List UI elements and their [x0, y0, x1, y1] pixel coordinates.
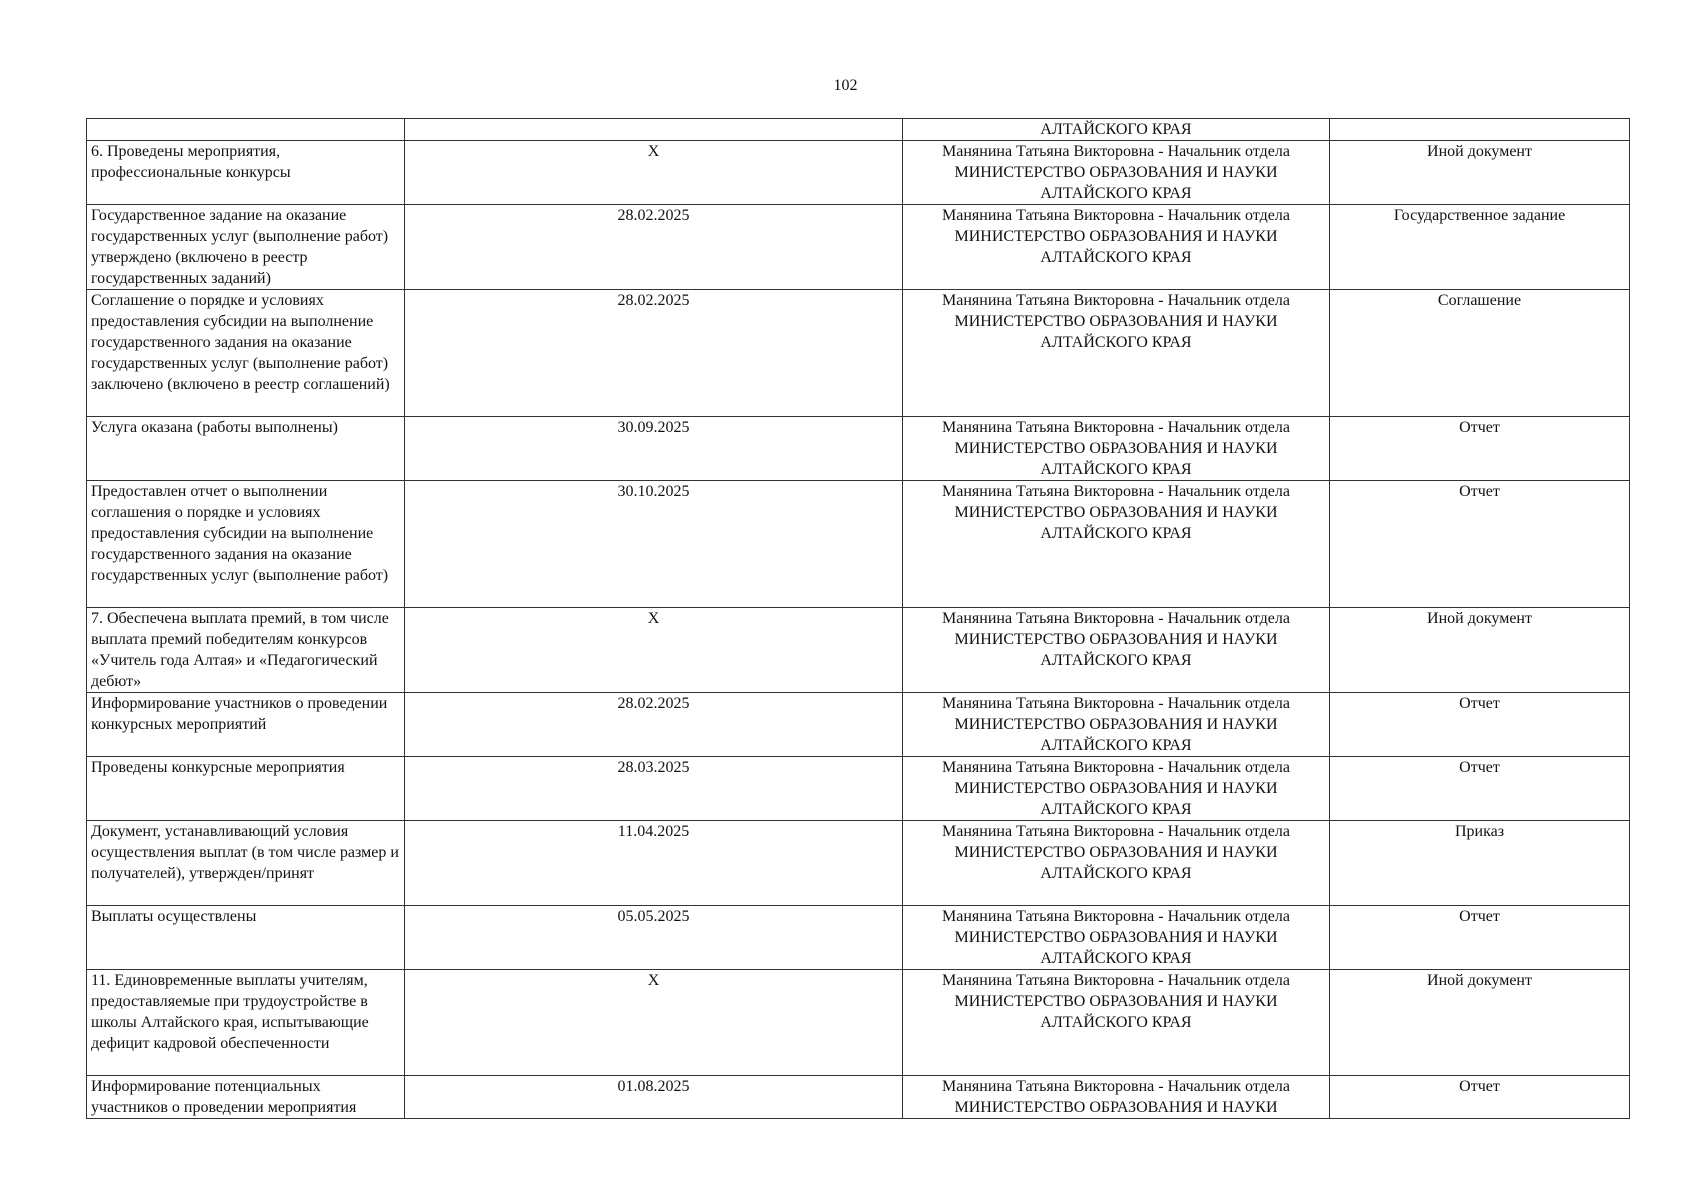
cell-event-name: 7. Обеспечена выплата премий, в том числе выплата премий победителям конкурсов «Учитель года Алтая» и «Педагогический дебют» — [87, 608, 405, 693]
cell-document-type: Отчет — [1330, 906, 1630, 970]
table-row — [87, 970, 1630, 1076]
cell-responsible: АЛТАЙСКОГО КРАЯ — [903, 119, 1330, 141]
cell-date: 01.08.2025 — [405, 1076, 903, 1119]
table-row — [87, 141, 1630, 205]
cell-responsible: Манянина Татьяна Викторовна - Начальник отдела МИНИСТЕРСТВО ОБРАЗОВАНИЯ И НАУКИ АЛТАЙСКОГО КРАЯ — [903, 693, 1330, 757]
cell-event-name: Услуга оказана (работы выполнены) — [87, 417, 405, 481]
plan-table — [86, 118, 1630, 1119]
cell-responsible: Манянина Татьяна Викторовна - Начальник отдела МИНИСТЕРСТВО ОБРАЗОВАНИЯ И НАУКИ АЛТАЙСКОГО КРАЯ — [903, 417, 1330, 481]
cell-document-type: Отчет — [1330, 1076, 1630, 1119]
cell-event-name: Соглашение о порядке и условиях предоставления субсидии на выполнение государственного задания на оказание государственных услуг (выполнение работ) заключено (включено в реестр соглашений) — [87, 290, 405, 417]
cell-date: 30.10.2025 — [405, 481, 903, 608]
cell-date: 11.04.2025 — [405, 821, 903, 906]
cell-event-name: Документ, устанавливающий условия осуществления выплат (в том числе размер и получателей), утвержден/принят — [87, 821, 405, 906]
cell-document-type: Иной документ — [1330, 608, 1630, 693]
cell-date: 05.05.2025 — [405, 906, 903, 970]
cell-event-name: Информирование участников о проведении конкурсных мероприятий — [87, 693, 405, 757]
table-row — [87, 821, 1630, 906]
table-row — [87, 205, 1630, 290]
cell-event-name: Информирование потенциальных участников о проведении мероприятия — [87, 1076, 405, 1119]
table-row — [87, 417, 1630, 481]
cell-responsible: Манянина Татьяна Викторовна - Начальник отдела МИНИСТЕРСТВО ОБРАЗОВАНИЯ И НАУКИ АЛТАЙСКОГО КРАЯ — [903, 481, 1330, 608]
cell-date: X — [405, 141, 903, 205]
cell-event-name: 11. Единовременные выплаты учителям, предоставляемые при трудоустройстве в школы Алтайского края, испытывающие дефицит кадровой обеспеченности — [87, 970, 405, 1076]
cell-date: 30.09.2025 — [405, 417, 903, 481]
cell-event-name: Выплаты осуществлены — [87, 906, 405, 970]
table-row — [87, 1076, 1630, 1119]
table-row — [87, 481, 1630, 608]
cell-responsible: Манянина Татьяна Викторовна - Начальник отдела МИНИСТЕРСТВО ОБРАЗОВАНИЯ И НАУКИ АЛТАЙСКОГО КРАЯ — [903, 205, 1330, 290]
cell-document-type: Отчет — [1330, 693, 1630, 757]
cell-date: X — [405, 970, 903, 1076]
cell-document-type: Отчет — [1330, 757, 1630, 821]
cell-document-type — [1330, 119, 1630, 141]
table-row — [87, 608, 1630, 693]
table-row-continuation — [87, 119, 1630, 141]
cell-responsible: Манянина Татьяна Викторовна - Начальник отдела МИНИСТЕРСТВО ОБРАЗОВАНИЯ И НАУКИ АЛТАЙСКОГО КРАЯ — [903, 906, 1330, 970]
cell-responsible: Манянина Татьяна Викторовна - Начальник отдела МИНИСТЕРСТВО ОБРАЗОВАНИЯ И НАУКИ АЛТАЙСКОГО КРАЯ — [903, 290, 1330, 417]
cell-document-type: Государственное задание — [1330, 205, 1630, 290]
table-row — [87, 757, 1630, 821]
cell-document-type: Отчет — [1330, 417, 1630, 481]
table-row — [87, 693, 1630, 757]
cell-responsible: Манянина Татьяна Викторовна - Начальник отдела МИНИСТЕРСТВО ОБРАЗОВАНИЯ И НАУКИ АЛТАЙСКОГО КРАЯ — [903, 608, 1330, 693]
cell-event-name: Предоставлен отчет о выполнении соглашения о порядке и условиях предоставления субсидии на выполнение государственного задания на оказание государственных услуг (выполнение работ) — [87, 481, 405, 608]
table-row — [87, 906, 1630, 970]
cell-event-name: Проведены конкурсные мероприятия — [87, 757, 405, 821]
cell-date: 28.02.2025 — [405, 205, 903, 290]
cell-event-name: 6. Проведены мероприятия, профессиональные конкурсы — [87, 141, 405, 205]
cell-date: X — [405, 608, 903, 693]
cell-document-type: Отчет — [1330, 481, 1630, 608]
cell-date: 28.02.2025 — [405, 290, 903, 417]
cell-date: 28.02.2025 — [405, 693, 903, 757]
cell-document-type: Приказ — [1330, 821, 1630, 906]
cell-document-type: Иной документ — [1330, 970, 1630, 1076]
cell-responsible: Манянина Татьяна Викторовна - Начальник отдела МИНИСТЕРСТВО ОБРАЗОВАНИЯ И НАУКИ АЛТАЙСКОГО КРАЯ — [903, 821, 1330, 906]
cell-date — [405, 119, 903, 141]
cell-date: 28.03.2025 — [405, 757, 903, 821]
cell-document-type: Соглашение — [1330, 290, 1630, 417]
cell-responsible: Манянина Татьяна Викторовна - Начальник отдела МИНИСТЕРСТВО ОБРАЗОВАНИЯ И НАУКИ АЛТАЙСКОГО КРАЯ — [903, 141, 1330, 205]
cell-responsible: Манянина Татьяна Викторовна - Начальник отдела МИНИСТЕРСТВО ОБРАЗОВАНИЯ И НАУКИ АЛТАЙСКОГО КРАЯ — [903, 970, 1330, 1076]
cell-responsible: Манянина Татьяна Викторовна - Начальник отдела МИНИСТЕРСТВО ОБРАЗОВАНИЯ И НАУКИ АЛТАЙСКОГО КРАЯ — [903, 757, 1330, 821]
cell-document-type: Иной документ — [1330, 141, 1630, 205]
plan-table-body — [87, 119, 1630, 1119]
table-row — [87, 290, 1630, 417]
cell-responsible: Манянина Татьяна Викторовна - Начальник отдела МИНИСТЕРСТВО ОБРАЗОВАНИЯ И НАУКИ — [903, 1076, 1330, 1119]
page-number: 102 — [833, 77, 858, 94]
cell-event-name: Государственное задание на оказание государственных услуг (выполнение работ) утверждено (включено в реестр государственных заданий) — [87, 205, 405, 290]
cell-event-name — [87, 119, 405, 141]
